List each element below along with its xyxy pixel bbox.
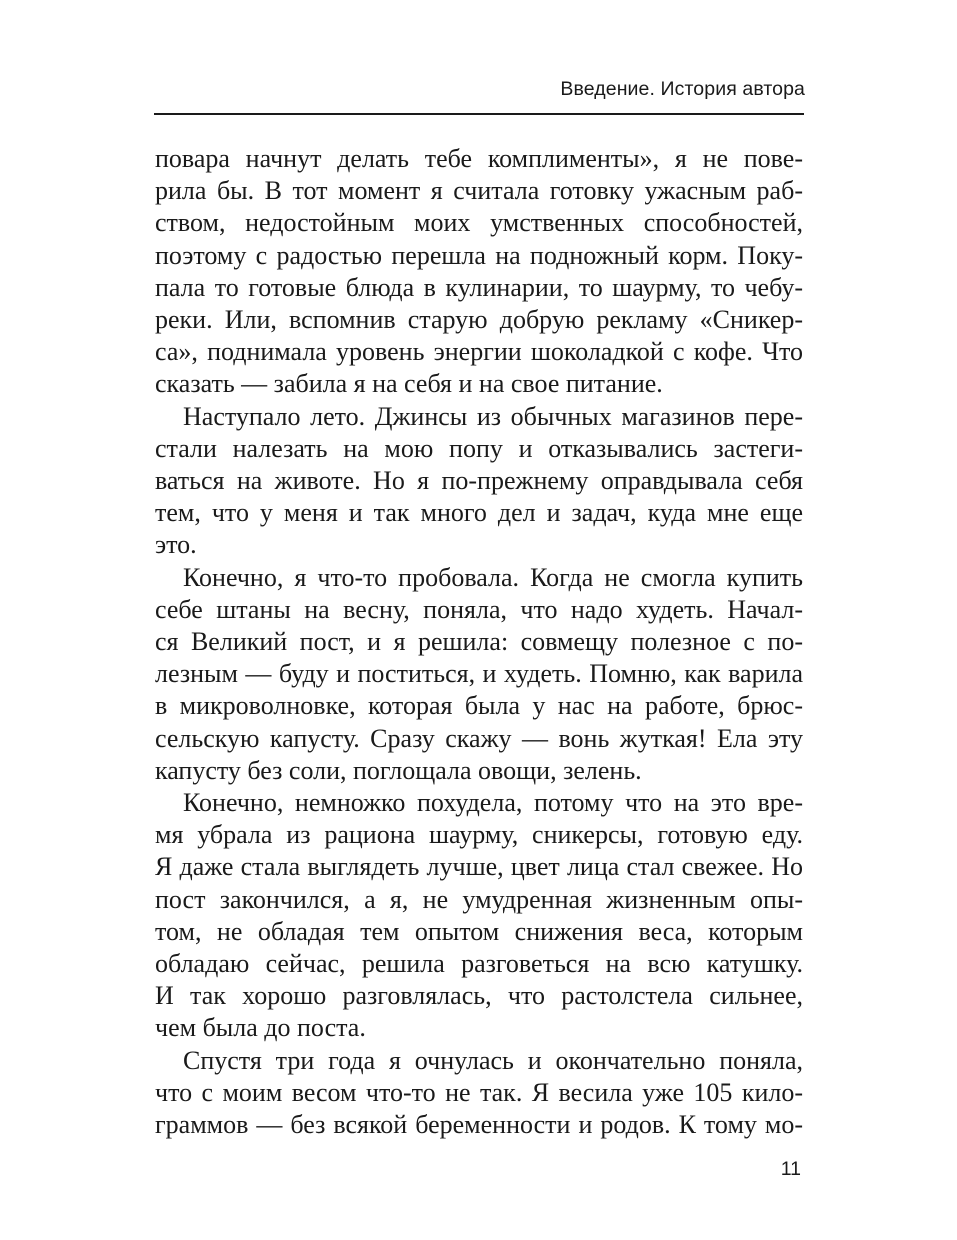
paragraph — [155, 787, 803, 1045]
text-line: том, не обладая тем опытом снижения веса, которым — [155, 916, 803, 946]
body-text — [155, 143, 803, 1141]
text-line: это. — [155, 530, 197, 560]
text-line: пост закончился, а я, не умудренная жизненным опы- — [155, 884, 803, 914]
text-line: ваться на животе. Но я по-прежнему оправдывала себя — [155, 466, 803, 496]
text-line: сказать — забила я на себя и на свое питание. — [155, 369, 663, 399]
text-line: ством, недостойным моих умственных способностей, — [155, 208, 803, 238]
text-line: пала то готовые блюда в кулинарии, то шаурму, то чебу- — [155, 272, 803, 302]
text-line: Я даже стала выглядеть лучше, цвет лица стал свежее. Но — [155, 852, 803, 882]
paragraph — [155, 143, 803, 401]
text-line: мя убрала из рациона шаурму, сникерсы, готовую еду. — [155, 820, 803, 850]
text-line: обладаю сейчас, решила разговеться на всю катушку. — [155, 949, 803, 979]
text-line: тем, что у меня и так много дел и задач, куда мне еще — [155, 498, 803, 528]
text-line: Спустя три года я очнулась и окончательно поняла, — [183, 1045, 803, 1075]
text-line: что с моим весом что-то не так. Я весила уже 105 кило- — [155, 1077, 803, 1107]
text-line: Конечно, немножко похудела, потому что на это вре- — [183, 788, 803, 818]
running-head: Введение. История автора — [560, 78, 805, 100]
page-number: 11 — [780, 1158, 801, 1180]
text-line: стали налезать на мою попу и отказывались застеги- — [155, 433, 803, 463]
text-line: ся Великий пост, и я решила: совмещу полезное с по- — [155, 627, 803, 657]
text-line: повара начнут делать тебе комплименты», я не пове- — [155, 144, 803, 173]
text-line: капусту без соли, поглощала овощи, зелень. — [155, 755, 642, 785]
text-line: чем была до поста. — [155, 1013, 366, 1043]
header-rule — [154, 113, 804, 115]
text-line: са», поднимала уровень энергии шоколадкой с кофе. Что — [155, 337, 803, 367]
paragraph — [155, 401, 803, 562]
text-line: граммов — без всякой беременности и родов. К тому мо- — [155, 1110, 803, 1140]
text-line: рила бы. В тот момент я считала готовку ужасным раб- — [155, 176, 803, 206]
text-line: сельскую капусту. Сразу скажу — вонь жуткая! Ела эту — [155, 723, 803, 753]
text-line: Конечно, я что-то пробовала. Когда не смогла купить — [183, 562, 803, 592]
text-line: поэтому с радостью перешла на подножный корм. Поку- — [155, 240, 803, 270]
text-line: И так хорошо разговлялась, что растолстела сильнее, — [155, 981, 803, 1011]
text-line: Наступало лето. Джинсы из обычных магазинов пере- — [183, 401, 803, 431]
paragraph — [155, 562, 803, 787]
text-line: себе штаны на весну, поняла, что надо худеть. Начал- — [155, 594, 803, 624]
text-line: лезным — буду и поститься, и худеть. Помню, как варила — [155, 659, 803, 689]
paragraph — [155, 1045, 803, 1142]
text-line: реки. Или, вспомнив старую добрую рекламу «Сникер- — [155, 305, 803, 335]
text-line: в микроволновке, которая была у нас на работе, брюс- — [155, 691, 803, 721]
